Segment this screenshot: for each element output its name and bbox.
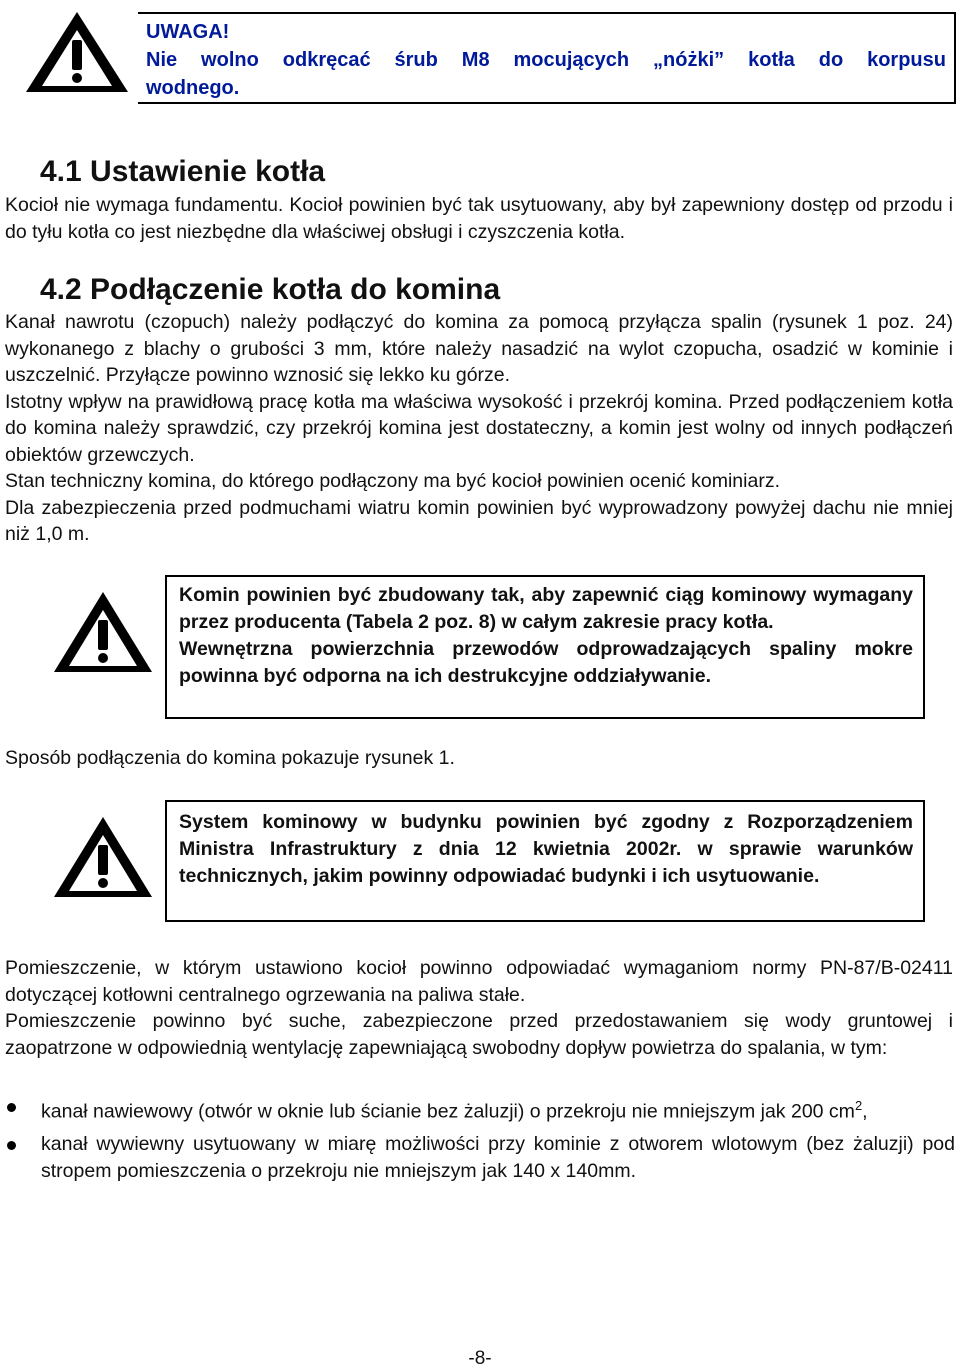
superscript: 2 xyxy=(854,1098,863,1113)
warning-triangle-icon xyxy=(52,590,154,674)
warning-title: UWAGA! xyxy=(146,21,230,43)
warning-line-1: Nie wolno odkręcać śrub M8 mocujących „nóżki” kotła do korpusu xyxy=(146,49,946,71)
chimney-regulation-note: System kominowy w budynku powinien być zgodny z Rozporządzeniem Ministra Infrastruktury z dnia 12 kwietnia 2002r. w sprawie warunków technicznych, jakim powinny odpowiadać budynki i ich usytuowanie. xyxy=(179,811,913,887)
warning-box-top xyxy=(138,12,956,104)
section-4-1-paragraph: Kocioł nie wymaga fundamentu. Kocioł powinien być tak usytuowany, aby był zapewniony dostęp od przodu i do tyłu kotła co jest niezbędne dla właściwej obsługi i czyszczenia kotła. xyxy=(5,194,953,243)
list-item xyxy=(5,1093,955,1125)
chimney-draft-note: Komin powinien być zbudowany tak, aby zapewnić ciąg kominowy wymagany przez producenta (Tabela 2 poz. 8) w całym zakresie pracy kotła. xyxy=(179,584,913,633)
room-paragraph-2: Pomieszczenie powinno być suche, zabezpieczone przed przedostawaniem się wody gruntowej i zaopatrzone w odpowiednią wentylację zapewniającą swobodny dopływ powietrza do spalania, w tym: xyxy=(5,1010,953,1059)
section-4-2-paragraph-3: Stan techniczny komina, do którego podłączony ma być kocioł powinien ocenić kominiarz. xyxy=(5,470,780,492)
ventilation-list xyxy=(5,1093,955,1184)
connection-note-text: Sposób podłączenia do komina pokazuje rysunek 1. xyxy=(5,747,455,769)
chimney-regulation-box xyxy=(165,800,925,922)
section-4-2-paragraph-1: Kanał nawrotu (czopuch) należy podłączyć do komina za pomocą przyłącza spalin (rysunek 1 poz. 24) wykonanego z blachy o grubości 3 mm, które należy nasadzić na wylot czopucha, osadzić w kominie i uszczelnić. Przyłącze powinno wznosić się lekko ku górze. xyxy=(5,311,953,386)
warning-line-2: wodnego. xyxy=(146,77,240,99)
room-requirements xyxy=(5,955,953,1061)
section-4-2-paragraph-4: Dla zabezpieczenia przed podmuchami wiatru komin powinien być wyprowadzony powyżej dachu nie mniej niż 1,0 m. xyxy=(5,496,953,545)
inlet-duct-text: kanał nawiewowy (otwór w oknie lub ścianie bez żaluzji) o przekroju nie mniejszym jak 200 cm xyxy=(41,1100,855,1123)
warning-triangle-icon xyxy=(52,815,154,899)
section-heading-4-2: 4.2 Podłączenie kotła do komina xyxy=(40,273,501,306)
chimney-requirements-box xyxy=(165,575,925,719)
bullet-icon xyxy=(7,1141,16,1150)
page-number: -8- xyxy=(468,1348,492,1369)
list-item xyxy=(5,1131,955,1184)
connection-note xyxy=(5,745,953,772)
warning-triangle-icon xyxy=(24,10,130,94)
outlet-duct-text: kanał wywiewny usytuowany w miarę możliwości przy kominie z otworem wlotowym (bez żaluzji) pod stropem pomieszczenia o przekroju nie mniejszym jak 140 x 140mm. xyxy=(41,1133,955,1182)
room-paragraph-1: Pomieszczenie, w którym ustawiono kocioł powinno odpowiadać wymaganiom normy PN-87/B-02411 dotyczącej kotłowni centralnego ogrzewania na paliwa stałe. xyxy=(5,957,953,1006)
section-4-2-paragraph-2: Istotny wpływ na prawidłową pracę kotła ma właściwa wysokość i przekrój komina. Przed podłączeniem kotła do komina należy sprawdzić, czy przekrój komina jest dostateczny, a komin jest wolny od innych podłączeń obiektów grzewczych. xyxy=(5,390,953,466)
chimney-surface-note: Wewnętrzna powierzchnia przewodów odprowadzających spaliny mokre powinna być odporna na ich destrukcyjne oddziaływanie. xyxy=(179,638,913,687)
section-heading-4-1: 4.1 Ustawienie kotła xyxy=(40,155,326,188)
section-4-1-text xyxy=(5,192,953,245)
section-4-2-text xyxy=(5,309,953,548)
inlet-duct-text-end: , xyxy=(862,1100,868,1123)
bullet-icon xyxy=(7,1103,16,1112)
